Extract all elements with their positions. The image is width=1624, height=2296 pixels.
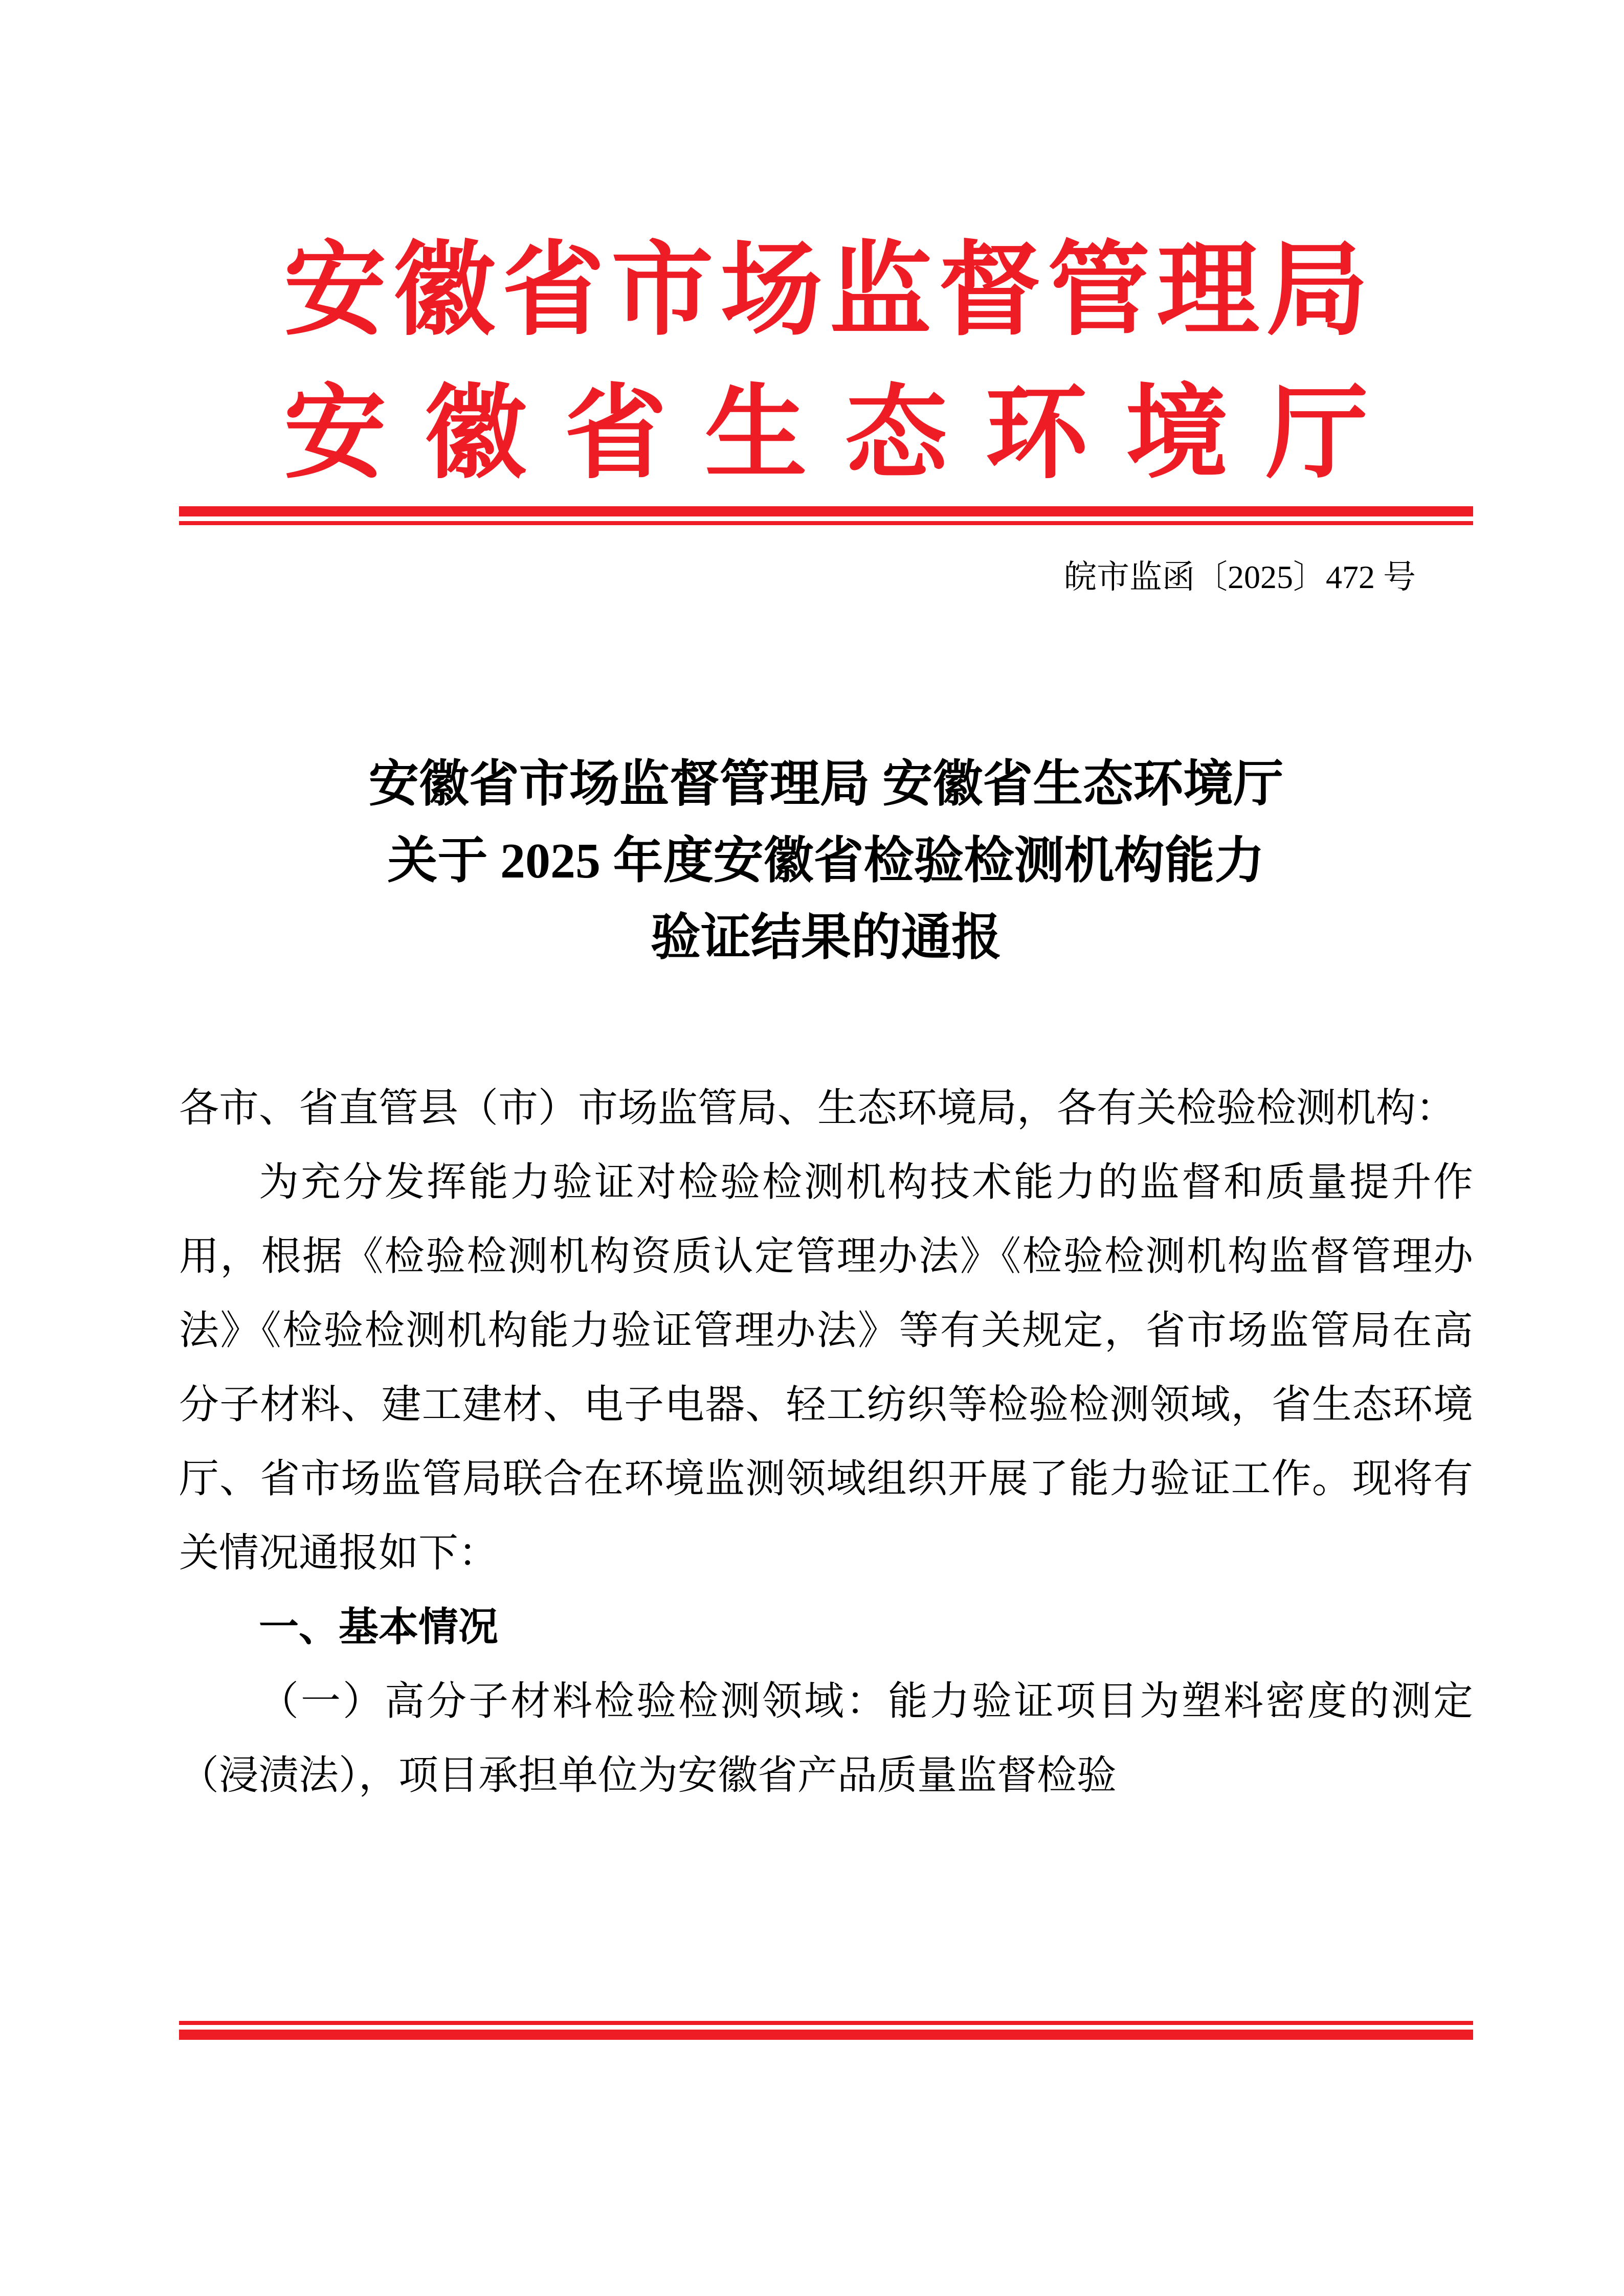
document-title-line-1: 安徽省市场监督管理局 安徽省生态环境厅 [368, 757, 1284, 812]
header-rule-thick [179, 506, 1473, 516]
footer-rule-thick [179, 2030, 1473, 2040]
footer-rule-gap [179, 2025, 1473, 2030]
document-body [179, 1071, 1473, 1812]
salutation: 各市、省直管县（市）市场监管局、生态环境局，各有关检验检测机构： [179, 1086, 1456, 1130]
document-title [179, 746, 1473, 976]
header-rule-gap [179, 516, 1473, 521]
body-paragraph-1: 为充分发挥能力验证对检验检测机构技术能力的监督和质量提升作用，根据《检验检测机构资质认定管理办法》《检验检测机构监督管理办法》《检验检测机构能力验证管理办法》等有关规定，省市场监管局在高分子材料、建工建材、电子电器、轻工纺织等检验检测领域，省生态环境厅、省市场监管局联合在环境监测领域组织开展了能力验证工作。现将有关情况通报如下： [179, 1160, 1473, 1575]
footer-rule-thin [179, 2021, 1473, 2025]
letterhead-org-line-1: 安 徽 省 市 场 监 督 管 理 局 [284, 235, 1368, 348]
letterhead [284, 0, 1368, 506]
document-title-line-2: 关于 2025 年度安徽省检验检测机构能力 [387, 834, 1265, 889]
footer-rules [179, 2021, 1473, 2040]
body-paragraph-2: （一）高分子材料检验检测领域：能力验证项目为塑料密度的测定（浸渍法），项目承担单位为安徽省产品质量监督检验 [179, 1679, 1473, 1797]
section-heading-1: 一、基本情况 [259, 1604, 499, 1649]
letterhead-org-line-2: 安 徽 省 生 态 环 境 厅 [284, 378, 1368, 491]
document-number: 皖市监函〔2025〕472 号 [1064, 559, 1416, 595]
document-title-line-3: 验证结果的通报 [650, 910, 1002, 965]
header-rule-thin [179, 521, 1473, 525]
